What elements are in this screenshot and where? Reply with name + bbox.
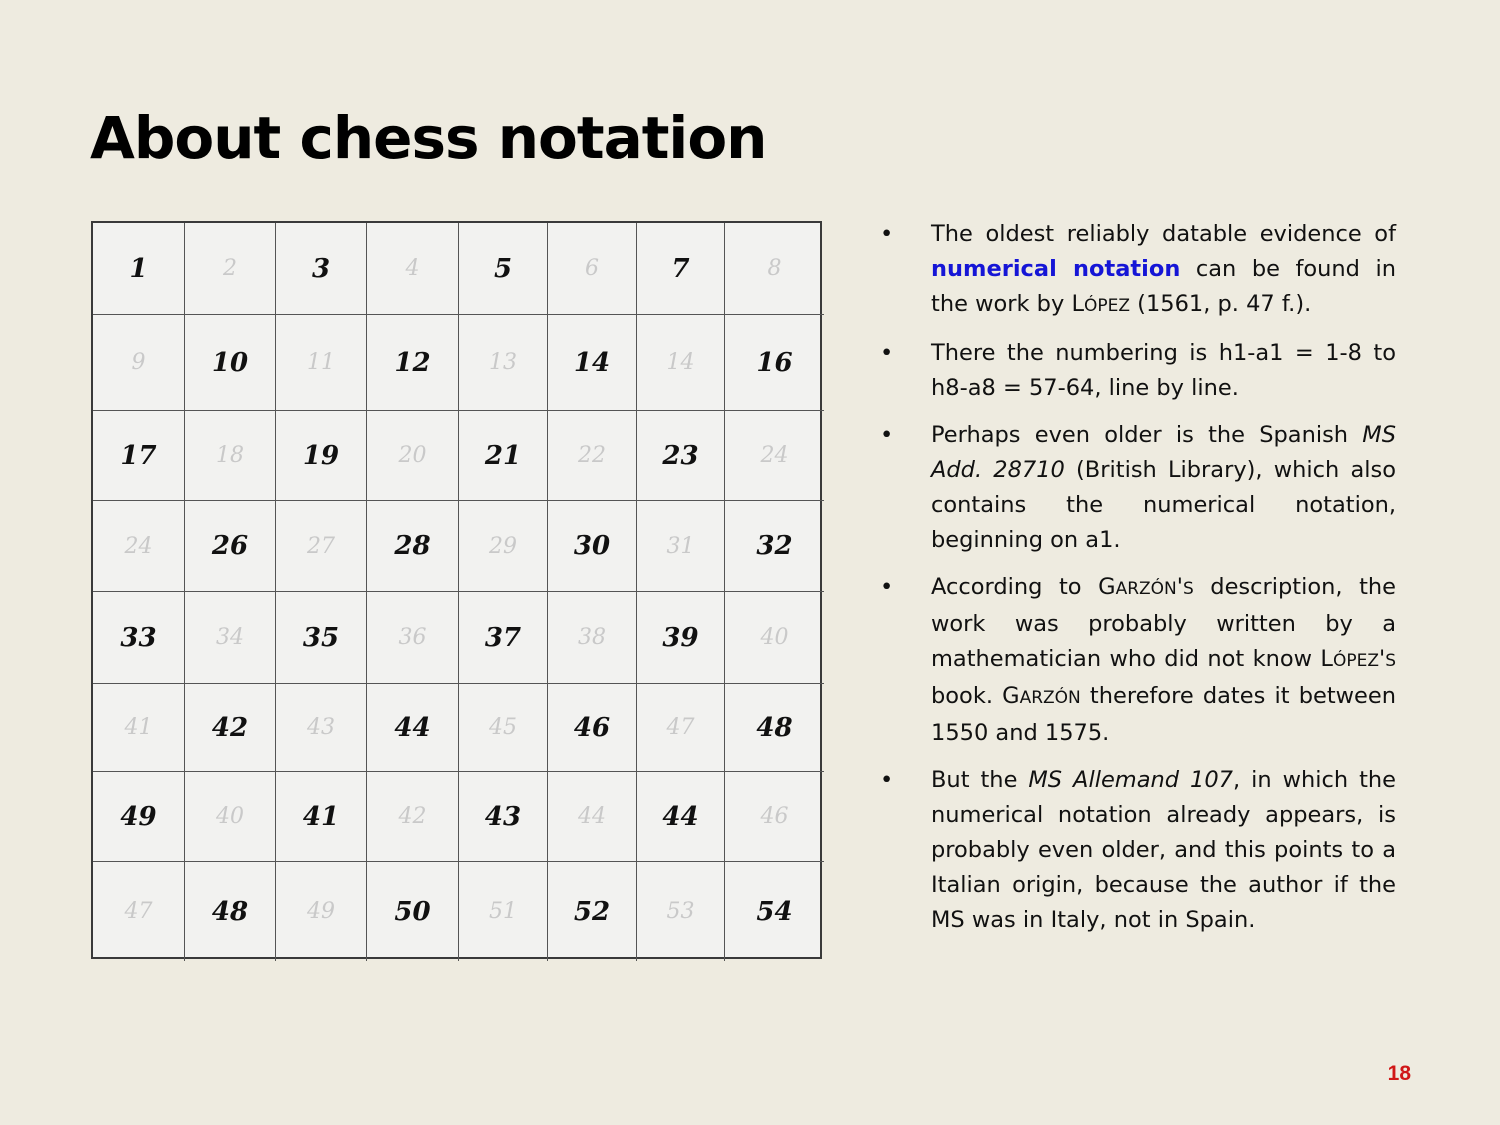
- board-square-number: 44: [548, 772, 637, 862]
- board-square-number: 22: [548, 411, 637, 501]
- board-square-number: 27: [276, 501, 367, 592]
- board-square-number: 51: [459, 862, 548, 961]
- slide-title: About chess notation: [90, 104, 767, 172]
- bullet-list: [880, 217, 1396, 950]
- board-square-number: 47: [637, 684, 725, 772]
- bullet-marker: •: [880, 221, 894, 247]
- board-square-number: 8: [725, 223, 824, 315]
- board-square-number: 31: [637, 501, 725, 592]
- board-square-number: 13: [459, 315, 548, 411]
- board-square-number: 41: [276, 772, 367, 862]
- smallcaps-text: ARZÓN: [1019, 688, 1081, 708]
- board-square-number: 14: [637, 315, 725, 411]
- board-square-number: 14: [548, 315, 637, 411]
- bullet-text: But the: [931, 767, 1029, 793]
- board-square-number: 43: [459, 772, 548, 862]
- board-square-number: 39: [637, 592, 725, 684]
- bullet-text: can be found in the work by: [931, 256, 1397, 317]
- bullet-text: (1561, p. 47 f.).: [1130, 291, 1312, 317]
- bullet-marker: •: [880, 340, 894, 366]
- board-square-number: 24: [93, 501, 185, 592]
- bullet-text: (British Library), which also contains the numerical notation, beginning on a1.: [931, 457, 1396, 553]
- board-square-number: 35: [276, 592, 367, 684]
- smallcaps-text: ÓPEZ: [1332, 651, 1380, 671]
- bullet-text: book. G: [931, 683, 1020, 709]
- board-square-number: 53: [637, 862, 725, 961]
- bullet-text: , in which the numerical notation already appears, is probably even older, and this points to a Italian origin, because the author if the MS was in Italy, not in Spain.: [931, 767, 1397, 933]
- board-square-number: 38: [548, 592, 637, 684]
- bullet-item: [880, 570, 1396, 751]
- manuscript-board-image: [91, 221, 822, 959]
- board-square-number: 44: [367, 684, 459, 772]
- board-square-number: 47: [93, 862, 185, 961]
- board-square-number: 17: [93, 411, 185, 501]
- board-square-number: 34: [185, 592, 276, 684]
- board-square-number: 40: [725, 592, 824, 684]
- board-square-number: 24: [725, 411, 824, 501]
- bullet-marker: •: [880, 422, 894, 448]
- board-square-number: 54: [756, 896, 793, 927]
- bullet-item: [880, 418, 1396, 558]
- board-square-number: 29: [459, 501, 548, 592]
- board-square-number: 48: [185, 862, 276, 961]
- bullet-marker: •: [880, 574, 894, 600]
- bullet-text: ': [1379, 646, 1386, 672]
- board-square-number: 16: [725, 315, 824, 411]
- bullet-text: therefore dates it between 1550 and 1575.: [931, 683, 1396, 746]
- bullet-text: The oldest reliably datable evidence of: [931, 221, 1396, 247]
- board-square-number: 49: [93, 772, 185, 862]
- bullet-item: [880, 763, 1396, 938]
- board-square-number: 50: [367, 862, 459, 961]
- board-square-number: 10: [185, 315, 276, 411]
- board-square-number: 46: [548, 684, 637, 772]
- board-square-number: 28: [367, 501, 459, 592]
- bullet-text: description, the work was probably written by a mathematician who did not know L: [931, 574, 1397, 672]
- board-square-number: 41: [93, 684, 185, 772]
- board-square-number: 32: [725, 501, 824, 592]
- bullet-text: Perhaps even older is the Spanish: [931, 422, 1363, 448]
- board-square-number: 6: [548, 223, 637, 315]
- board-square-number: 21: [459, 411, 548, 501]
- board-square-number: 45: [459, 684, 548, 772]
- bullet-text: There the numbering is h1-a1 = 1-8 to h8-a8 = 57-64, line by line.: [931, 340, 1396, 401]
- board-square-number: 48: [725, 684, 824, 772]
- board-square-number: 30: [548, 501, 637, 592]
- bullet-item: [880, 217, 1396, 324]
- smallcaps-text: S: [1182, 579, 1194, 599]
- bullet-text: According to G: [931, 574, 1116, 600]
- bullet-marker: •: [880, 767, 894, 793]
- board-square-number: 12: [367, 315, 459, 411]
- italic-text: MS Add. 28710: [931, 422, 1396, 483]
- board-square-number: 9: [93, 315, 185, 411]
- board-square-number: 4: [367, 223, 459, 315]
- board-square-number: 44: [637, 772, 725, 862]
- board-square-number: 43: [276, 684, 367, 772]
- smallcaps-text: ÓPEZ: [1083, 296, 1131, 316]
- smallcaps-text: ARZÓN: [1115, 579, 1177, 599]
- board-square-number: 5: [459, 223, 548, 315]
- bullet-item: [880, 336, 1396, 406]
- page-number: 18: [1387, 1062, 1411, 1085]
- bullet-text: L: [1071, 291, 1084, 317]
- board-square-number: 42: [185, 684, 276, 772]
- board-square-number: 18: [185, 411, 276, 501]
- italic-text: MS Allemand 107: [1028, 767, 1233, 793]
- board-square-number: 23: [637, 411, 725, 501]
- highlighted-term: numerical notation: [931, 256, 1181, 282]
- board-square-number: 1: [93, 223, 185, 315]
- smallcaps-text: S: [1385, 651, 1396, 671]
- board-square-number: 11: [276, 315, 367, 411]
- board-square-number: 20: [367, 411, 459, 501]
- board-square-number: 42: [367, 772, 459, 862]
- board-square-number: 2: [185, 223, 276, 315]
- board-square-number: 49: [276, 862, 367, 961]
- bullet-text: ': [1176, 574, 1183, 600]
- board-square-number: 19: [276, 411, 367, 501]
- board-square-number: 33: [93, 592, 185, 684]
- board-square-number: 36: [367, 592, 459, 684]
- board-square-number: 46: [725, 772, 824, 862]
- board-square-number: 52: [548, 862, 637, 961]
- board-square-number: 40: [185, 772, 276, 862]
- board-square-number: 37: [459, 592, 548, 684]
- board-square-number: 26: [185, 501, 276, 592]
- board-square-number: 3: [276, 223, 367, 315]
- board-square-number: 7: [637, 223, 725, 315]
